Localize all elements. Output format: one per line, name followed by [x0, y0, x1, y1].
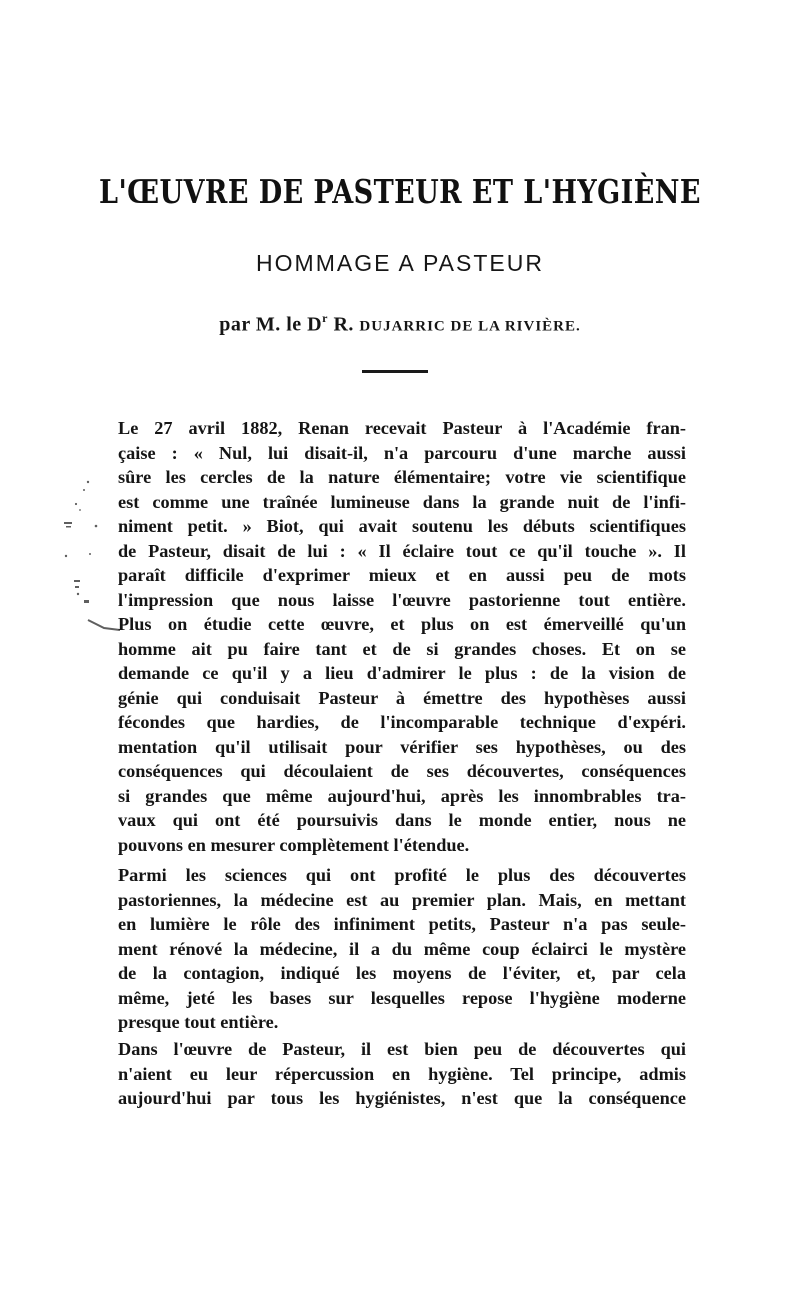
text-line: n'aient eu leur répercussion en hygiène. Tel principe, admis [118, 1063, 686, 1084]
text-line: même, jeté les bases sur lesquelles repose l'hygiène moderne [118, 987, 686, 1008]
paragraph-3 [118, 1037, 686, 1111]
text-line: Dans l'œuvre de Pasteur, il est bien peu de découvertes qui [118, 1039, 686, 1059]
text-line: pouvons en mesurer complètement l'étendue. [118, 834, 470, 855]
text-line: Parmi les sciences qui ont profité le plus des découvertes [118, 865, 686, 885]
byline-initial: R. [327, 313, 360, 336]
text-line: pastoriennes, la médecine est au premier plan. Mais, en mettant [118, 889, 686, 910]
byline-prefix: par M. le D [219, 313, 323, 336]
text-line: ment rénové la médecine, il a du même coup éclairci le mystère [118, 938, 686, 959]
text-line: homme ait pu faire tant et de si grandes choses. Et on se [118, 638, 686, 659]
text-line: Plus on étudie cette œuvre, et plus on est émerveillé qu'un [118, 614, 686, 634]
text-line: Le 27 avril 1882, Renan recevait Pasteur à l'Académie fran- [118, 418, 686, 438]
text-line: l'impression que nous laisse l'œuvre pastorienne tout entière. [118, 589, 686, 610]
text-line: demande ce qu'il y a lieu d'admirer le plus : de la vision de [118, 663, 686, 683]
text-line: presque tout entière. [118, 1012, 279, 1032]
text-line: vaux qui ont été poursuivis dans le monde entier, nous ne [118, 810, 686, 830]
text-line: niment petit. » Biot, qui avait soutenu les débuts scientifiques [118, 516, 686, 536]
text-line: sûre les cercles de la nature élémentaire; votre vie scientifique [118, 467, 686, 487]
byline-superscript: r [322, 311, 328, 325]
text-line: est comme une traînée lumineuse dans la grande nuit de l'infi- [118, 491, 686, 512]
paragraph-2 [118, 863, 686, 1035]
author-byline [0, 312, 800, 337]
text-line: paraît difficile d'exprimer mieux et en aussi peu de mots [118, 565, 686, 585]
text-line: de Pasteur, disait de lui : « Il éclaire tout ce qu'il touche ». Il [118, 540, 686, 561]
text-line: mentation qu'il utilisait pour vérifier ses hypothèses, ou des [118, 736, 686, 757]
article-title: L'ŒUVRE DE PASTEUR ET L'HYGIÈNE [99, 172, 701, 211]
article-subtitle: HOMMAGE A PASTEUR [256, 250, 544, 276]
text-line: aujourd'hui par tous les hygiénistes, n'est que la conséquence [118, 1088, 686, 1108]
section-divider [362, 370, 428, 373]
author-name: DUJARRIC DE LA RIVIÈRE. [359, 318, 581, 335]
text-line: de la contagion, indiqué les moyens de l'éviter, et, par cela [118, 963, 686, 983]
text-line: si grandes que même aujourd'hui, après les innombrables tra- [118, 785, 686, 806]
paragraph-1 [118, 416, 686, 857]
text-line: çaise : « Nul, lui disait-il, n'a parcouru d'une marche aussi [118, 442, 686, 463]
text-line: conséquences qui découlaient de ses découvertes, conséquences [118, 761, 686, 781]
text-line: en lumière le rôle des infiniment petits, Pasteur n'a pas seule- [118, 914, 686, 934]
text-line: fécondes que hardies, de l'incomparable technique d'expéri. [118, 712, 686, 732]
margin-ink-marks [60, 470, 120, 640]
text-line: génie qui conduisait Pasteur à émettre des hypothèses aussi [118, 687, 686, 708]
